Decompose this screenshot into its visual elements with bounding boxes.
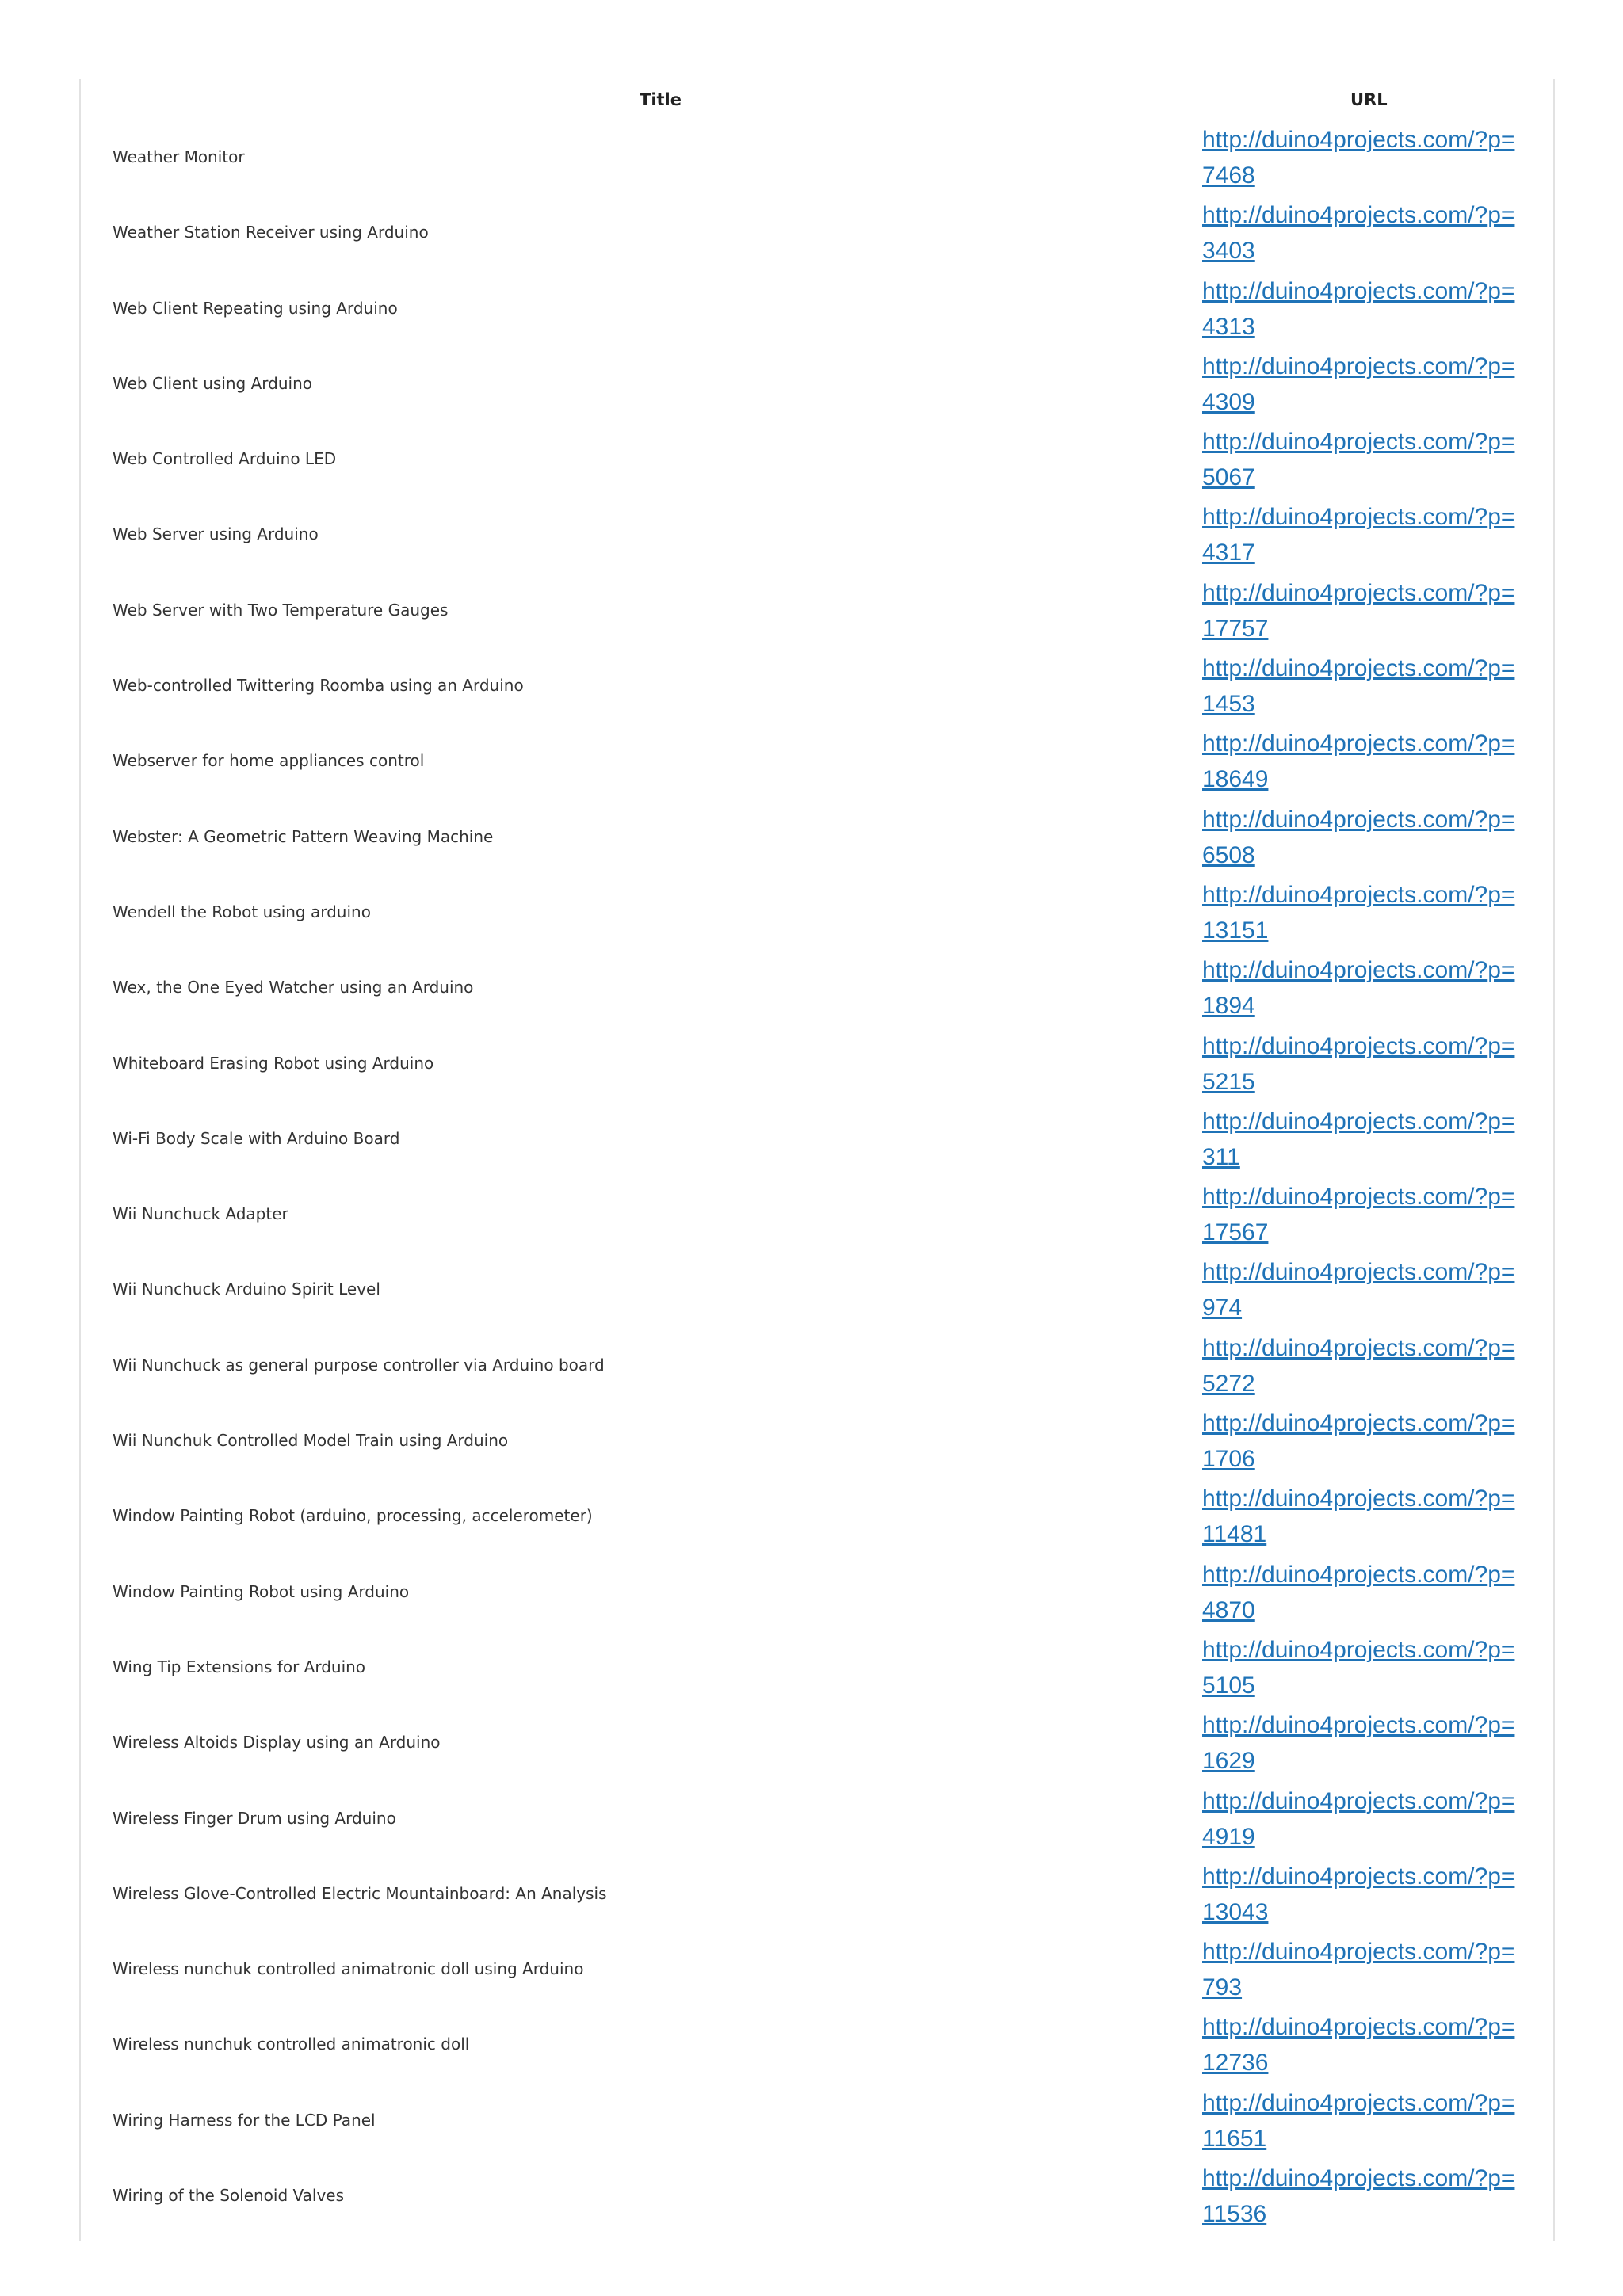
column-header-title: Title [640, 90, 682, 109]
table-row [113, 122, 1531, 197]
project-url-link[interactable]: http://duino4projects.com/?p=5215 [1202, 1032, 1515, 1095]
table-row [113, 197, 1531, 273]
project-url-link[interactable]: http://duino4projects.com/?p=5067 [1202, 429, 1515, 491]
project-url-link[interactable]: http://duino4projects.com/?p=793 [1202, 1939, 1515, 2001]
table-row [113, 1481, 1531, 1556]
table-row [113, 1859, 1531, 1934]
project-title: Wiring Harness for the LCD Panel [113, 2110, 376, 2130]
table-row [113, 1254, 1531, 1329]
table-row [113, 1028, 1531, 1104]
table-row [113, 1104, 1531, 1179]
project-title: Web Controlled Arduino LED [113, 449, 337, 469]
project-title: Web-controlled Twittering Roomba using an Arduino [113, 676, 524, 696]
table-row [113, 1783, 1531, 1859]
project-url-link[interactable]: http://duino4projects.com/?p=12736 [1202, 2014, 1515, 2077]
table-row [113, 575, 1531, 650]
project-url-link[interactable]: http://duino4projects.com/?p=4313 [1202, 277, 1515, 340]
project-url-link[interactable]: http://duino4projects.com/?p=11651 [1202, 2089, 1515, 2152]
project-title: Wii Nunchuck Adapter [113, 1204, 288, 1224]
project-url-link[interactable]: http://duino4projects.com/?p=5105 [1202, 1636, 1515, 1699]
project-title: Web Client Repeating using Arduino [113, 298, 398, 318]
table-row [113, 273, 1531, 349]
project-url-link[interactable]: http://duino4projects.com/?p=4309 [1202, 353, 1515, 415]
project-url-link[interactable]: http://duino4projects.com/?p=18649 [1202, 730, 1515, 793]
project-url-link[interactable]: http://duino4projects.com/?p=1453 [1202, 655, 1515, 718]
project-url-link[interactable]: http://duino4projects.com/?p=11481 [1202, 1486, 1515, 1548]
project-url-link[interactable]: http://duino4projects.com/?p=13151 [1202, 881, 1515, 944]
project-title: Web Server with Two Temperature Gauges [113, 600, 449, 620]
project-title: Weather Monitor [113, 147, 245, 166]
table-row [113, 2085, 1531, 2161]
project-title: Webserver for home appliances control [113, 751, 425, 771]
table-row [113, 1707, 1531, 1783]
table-row [113, 1557, 1531, 1632]
project-title: Webster: A Geometric Pattern Weaving Machine [113, 826, 494, 846]
project-title: Wireless Glove-Controlled Electric Mountainboard: An Analysis [113, 1883, 607, 1903]
project-url-link[interactable]: http://duino4projects.com/?p=17757 [1202, 579, 1515, 642]
project-url-link[interactable]: http://duino4projects.com/?p=3403 [1202, 202, 1515, 265]
project-url-link[interactable]: http://duino4projects.com/?p=1894 [1202, 957, 1515, 1020]
project-url-link[interactable]: http://duino4projects.com/?p=4317 [1202, 504, 1515, 566]
table-row [113, 1632, 1531, 1707]
project-title: Whiteboard Erasing Robot using Arduino [113, 1053, 434, 1073]
project-url-link[interactable]: http://duino4projects.com/?p=13043 [1202, 1863, 1515, 1925]
project-title: Wiring of the Solenoid Valves [113, 2186, 345, 2206]
project-title: Web Server using Arduino [113, 524, 319, 544]
project-title: Wireless Finger Drum using Arduino [113, 1808, 396, 1828]
table-row [113, 1179, 1531, 1254]
project-title: Web Client using Arduino [113, 373, 312, 393]
table-row [113, 1405, 1531, 1481]
table-row [113, 726, 1531, 801]
project-title: Weather Station Receiver using Arduino [113, 223, 429, 242]
project-title: Wireless nunchuk controlled animatronic doll using Arduino [113, 1959, 584, 1979]
table-row [113, 349, 1531, 424]
project-title: Window Painting Robot (arduino, processing, accelerometer) [113, 1506, 593, 1526]
project-url-link[interactable]: http://duino4projects.com/?p=4870 [1202, 1561, 1515, 1623]
column-header-url: URL [1350, 90, 1388, 109]
table-row [113, 499, 1531, 574]
project-title: Wing Tip Extensions for Arduino [113, 1657, 366, 1676]
project-url-link[interactable]: http://duino4projects.com/?p=7468 [1202, 127, 1515, 189]
project-title: Wireless Altoids Display using an Arduino [113, 1733, 441, 1753]
project-title: Window Painting Robot using Arduino [113, 1581, 410, 1601]
project-table-body [113, 122, 1531, 2236]
project-url-link[interactable]: http://duino4projects.com/?p=17567 [1202, 1184, 1515, 1246]
project-url-link[interactable]: http://duino4projects.com/?p=4919 [1202, 1787, 1515, 1850]
project-url-link[interactable]: http://duino4projects.com/?p=6508 [1202, 806, 1515, 868]
table-row [113, 424, 1531, 499]
table-row [113, 1934, 1531, 2009]
project-url-link[interactable]: http://duino4projects.com/?p=1706 [1202, 1410, 1515, 1473]
table-row [113, 2009, 1531, 2084]
project-url-link[interactable]: http://duino4projects.com/?p=311 [1202, 1108, 1515, 1170]
table-row [113, 802, 1531, 877]
project-url-link[interactable]: http://duino4projects.com/?p=1629 [1202, 1712, 1515, 1775]
table-row [113, 877, 1531, 952]
project-title: Wii Nunchuck Arduino Spirit Level [113, 1280, 380, 1299]
table-row [113, 952, 1531, 1028]
project-title: Wex, the One Eyed Watcher using an Arduino [113, 978, 474, 997]
project-title: Wireless nunchuk controlled animatronic doll [113, 2035, 470, 2054]
project-url-link[interactable]: http://duino4projects.com/?p=11536 [1202, 2165, 1515, 2228]
project-url-link[interactable]: http://duino4projects.com/?p=5272 [1202, 1334, 1515, 1397]
project-title: Wii Nunchuk Controlled Model Train using Arduino [113, 1431, 509, 1451]
project-title: Wendell the Robot using arduino [113, 902, 371, 921]
project-title: Wi-Fi Body Scale with Arduino Board [113, 1128, 400, 1148]
table-row [113, 2161, 1531, 2236]
project-url-link[interactable]: http://duino4projects.com/?p=974 [1202, 1259, 1515, 1322]
project-title: Wii Nunchuck as general purpose controller via Arduino board [113, 1355, 605, 1375]
table-row [113, 1330, 1531, 1405]
table-row [113, 650, 1531, 726]
